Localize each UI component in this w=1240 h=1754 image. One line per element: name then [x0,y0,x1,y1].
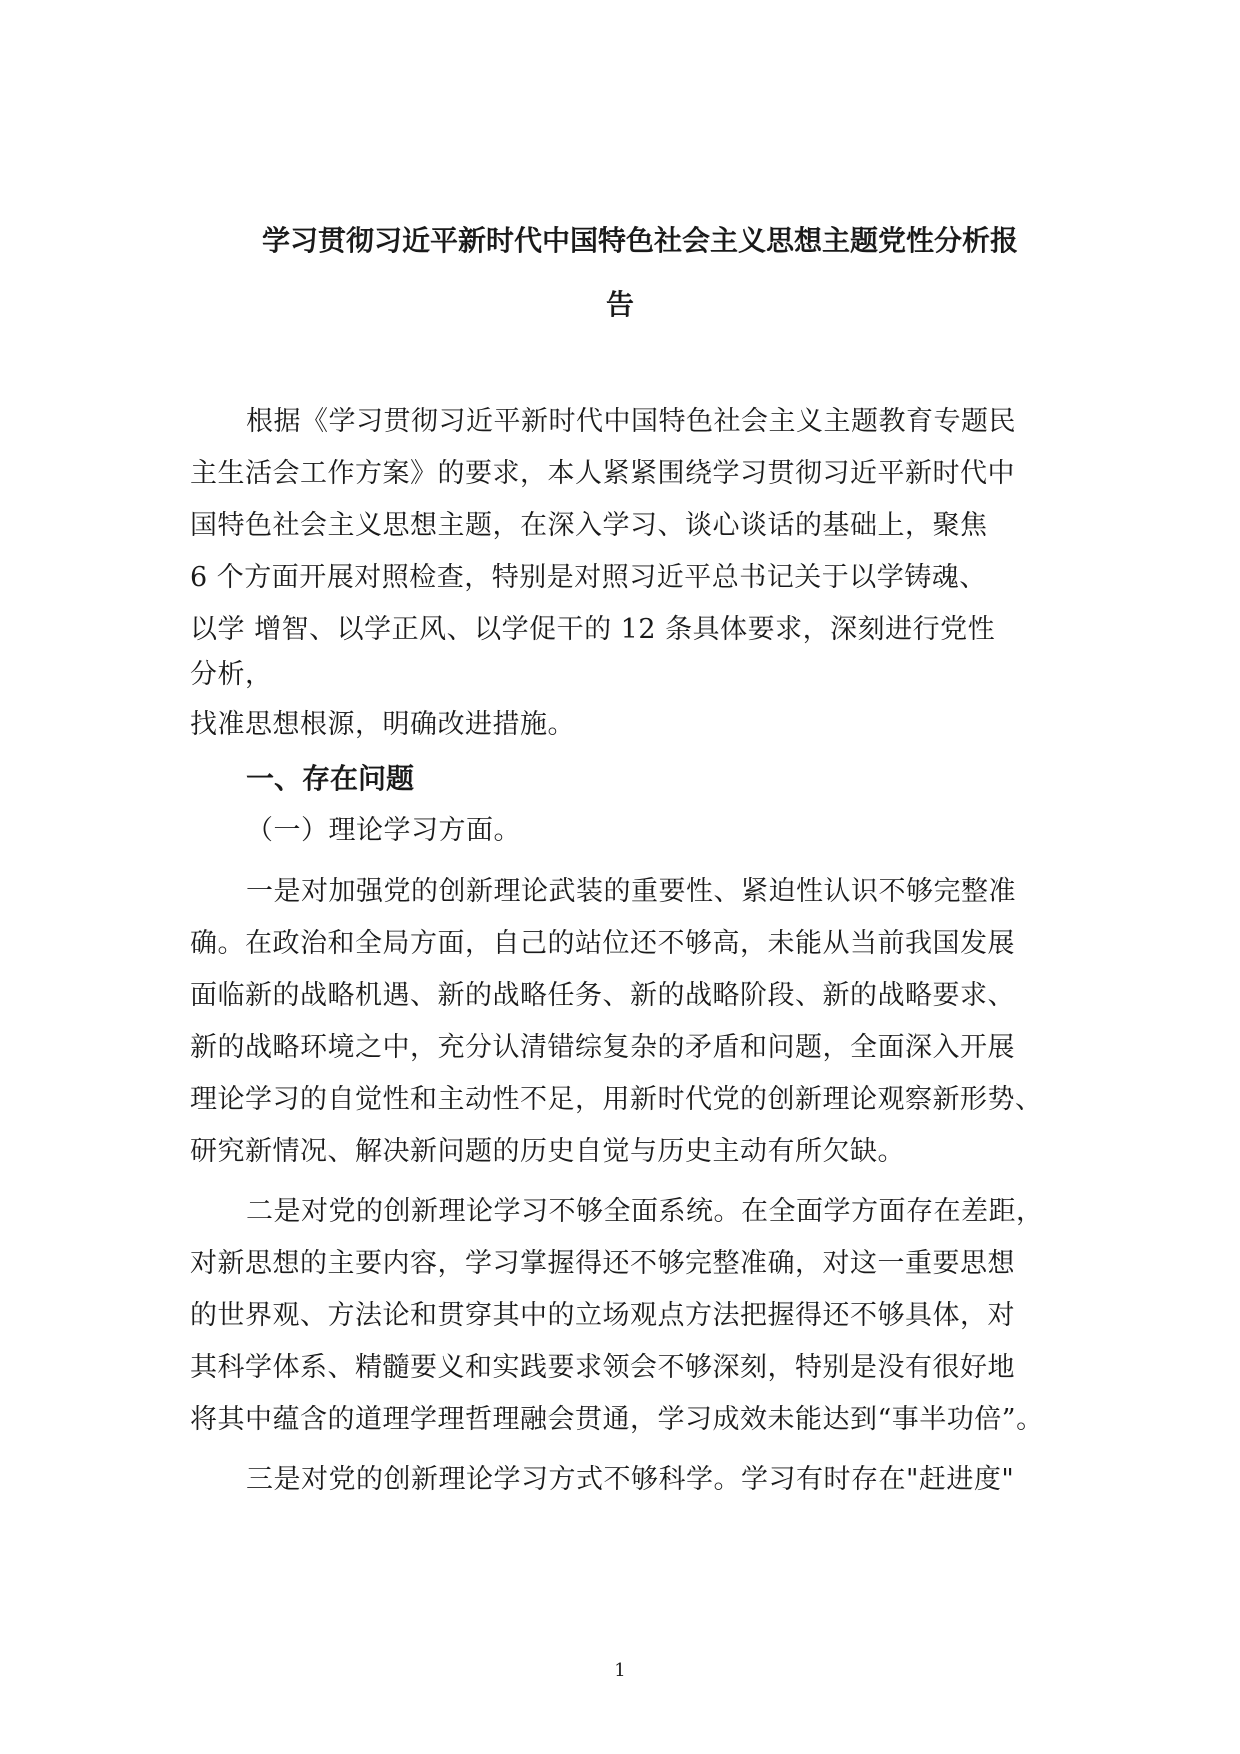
intro-line: 分析， [190,659,273,690]
intro-line: 6 个方面开展对照检查，特别是对照习近平总书记关于以学铸魂、 [190,562,987,593]
paragraph-line: 面临新的战略机遇、新的战略任务、新的战略阶段、新的战略要求、 [190,980,1015,1011]
paragraph-line: 对新思想的主要内容，学习掌握得还不够完整准确，对这一重要思想 [190,1248,1015,1279]
document-title: 学习贯彻习近平新时代中国特色社会主义思想主题党性分析报 [262,224,1019,257]
paragraph-line: 将其中蕴含的道理学理哲理融会贯通，学习成效未能达到“事半功倍”。 [190,1404,1044,1435]
intro-line: 找准思想根源，明确改进措施。 [190,709,575,740]
paragraph-line: 理论学习的自觉性和主动性不足，用新时代党的创新理论观察新形势、 [190,1084,1043,1115]
document-title-continuation: 告 [606,288,635,321]
paragraph-line: 二是对党的创新理论学习不够全面系统。在全面学方面存在差距， [246,1196,1044,1227]
paragraph-line: 三是对党的创新理论学习方式不够科学。学习有时存在"赶进度" [246,1464,1015,1495]
paragraph-line: 研究新情况、解决新问题的历史自觉与历史主动有所欠缺。 [190,1136,905,1167]
intro-line: 国特色社会主义思想主题，在深入学习、谈心谈话的基础上，聚焦 [190,510,988,541]
intro-line: 以学 增智、以学正风、以学促干的 12 条具体要求，深刻进行党性 [190,614,996,645]
paragraph-line: 一是对加强党的创新理论武装的重要性、紧迫性认识不够完整准 [246,876,1016,907]
section-heading: 一、存在问题 [246,762,415,795]
paragraph-line: 的世界观、方法论和贯穿其中的立场观点方法把握得还不够具体，对 [190,1300,1015,1331]
paragraph-line: 新的战略环境之中，充分认清错综复杂的矛盾和问题，全面深入开展 [190,1032,1015,1063]
paragraph-line: 确。在政治和全局方面，自己的站位还不够高，未能从当前我国发展 [190,928,1015,959]
intro-line: 主生活会工作方案》的要求，本人紧紧围绕学习贯彻习近平新时代中 [190,458,1015,489]
paragraph-line: 其科学体系、精髓要义和实践要求领会不够深刻，特别是没有很好地 [190,1352,1015,1383]
page-number: 1 [614,1660,626,1681]
subsection-heading: （一）理论学习方面。 [246,815,521,846]
intro-line: 根据《学习贯彻习近平新时代中国特色社会主义主题教育专题民 [246,406,1016,437]
